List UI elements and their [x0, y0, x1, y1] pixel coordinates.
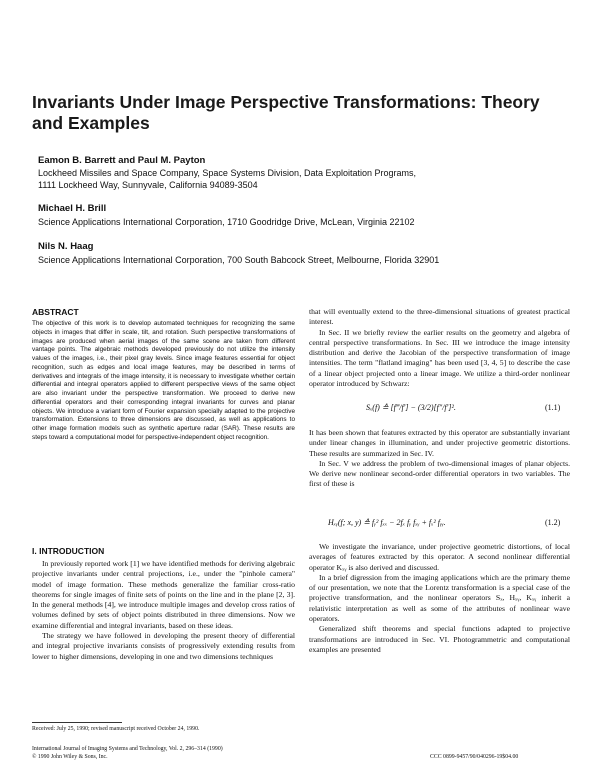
author-names: Nils N. Haag [38, 241, 94, 252]
title-line-1: Invariants Under Image Perspective Transformations: Theory [32, 92, 540, 112]
paragraph: The strategy we have followed in developing the present theory of differential and integral projective invariants consists of progressively extending results from lower to higher dimensions, developing in one and two dimensions techniques [32, 631, 295, 661]
journal-citation: International Journal of Imaging Systems and Technology, Vol. 2, 296–314 (1990) [32, 746, 223, 752]
paragraph: In Sec. II we briefly review the earlier results on the geometry and algebra of central perspective transformations. In Sec. III we introduce the image intensity distribution and derive the Jacobian of the perspective transformation of image intensities. The term "flatland imaging" has been used [3, 4, 5] to describe the case of a linear object projected onto a linear image. We utilize a third-order nonlinear operator introduced by Schwarz: [309, 327, 570, 389]
equation-2: Hₓᵧ(f; x, y) ≙ fᵧ² fₓₓ − 2fₓ fᵧ fₓᵧ + fₓ² fᵧᵧ. [328, 518, 446, 527]
paragraph: In previously reported work [1] we have identified methods for deriving algebraic projective invariants under central projections, i.e., under the "pinhole camera" model of image formation. These methods generalize the familiar cross-ratio theorems for single images of finite sets of points on the line and in the plane [2, 3]. In the general methods [4], we introduce multiple images and develop cross ratios of volumes defined by sets of object points distributed in three dimensions. Now we examine differential and integral invariants, based on these ideas. [32, 559, 295, 630]
paper-title [32, 92, 572, 134]
affiliation-line: Lockheed Missiles and Space Company, Space Systems Division, Data Exploitation Programs, [38, 168, 417, 178]
right-column-bottom [309, 542, 570, 655]
introduction-heading: I. INTRODUCTION [32, 546, 105, 556]
author-affiliation [38, 217, 558, 229]
paragraph: Generalized shift theorems and special functions adapted to projective transformations are introduced in Sec. VI. Photogrammetric and computational examples are presented [309, 624, 570, 654]
equation-number: (1.1) [545, 403, 561, 412]
article-code: CCC 0899-9457/90/040296-19$04.00 [430, 754, 519, 760]
paragraph: In a brief digression from the imaging applications which are the primary theme of our presentation, we note that the Lorentz transformation is a special case of the projective transformation, and the nonlinear operators Sₓ, Hₓᵧ, Kₓᵧ inherit a relativistic interpretation as well as some of the attributes of nonlinear wave operators. [309, 572, 570, 624]
equation-1: Sₓ(f) ≙ [f‴/f′] − (3/2)[f″/f′]². [366, 403, 456, 412]
paragraph: We investigate the invariance, under projective geometric distortions, of local averages of features extracted by this operator. A second nonlinear differential operator Kₓᵧ is also derived and discussed. [309, 542, 570, 572]
equation-number: (1.2) [545, 518, 561, 527]
introduction-text [32, 559, 295, 662]
footnote-rule [32, 722, 122, 723]
author-names: Eamon B. Barrett and Paul M. Payton [38, 155, 206, 166]
received-note: Received: July 25, 1990; revised manuscript received October 24, 1990. [32, 726, 200, 732]
copyright: © 1990 John Wiley & Sons, Inc. [32, 754, 108, 760]
paragraph: It has been shown that features extracted by this operator are substantially invariant under linear changes in illumination, and under projective geometric distortions. These results are summarized in Sec. IV. [309, 428, 570, 458]
affiliation-line: Science Applications International Corporation, 1710 Goodridge Drive, McLean, Virginia 22102 [38, 217, 415, 227]
paragraph: In Sec. V we address the problem of two-dimensional images of planar objects. We derive new nonlinear second-order differential operators in two variables. The first of these is [309, 458, 570, 489]
right-column-middle [309, 428, 570, 490]
author-affiliation [38, 255, 558, 267]
author-names: Michael H. Brill [38, 203, 107, 214]
abstract-text: The objective of this work is to develop automated techniques for recognizing the same objects in images that differ in scale, tilt, and rotation. Such perspective transformations of images are produced when aerial images of the same scene are taken from different vantage points. The algebraic methods developed previously do not utilize the intensity values of the images, i.e., their pixel gray levels. Since image features essential for object recognition, such as edges and local image features, may be described in terms of derivatives and integrals of the image intensity, it is necessary to investigate whether certain differential and integral operators applied to different perspective views of the same object are also invariant under the perspective transformation. We proceed to derive new differential operators and their corresponding integral invariants for curves and planar objects. We introduce a variant form of Fourier expansion specially adapted to the projective transformation. Extensions to three dimensions are discussed, as well as applications to other image formation models such as synthetic aperture radar (SAR). These results are steps toward a computational model for perspective-independent object recognition. [32, 320, 295, 441]
right-column-top [309, 307, 570, 389]
affiliation-line: Science Applications International Corporation, 700 South Babcock Street, Melbourne, Florida 32901 [38, 255, 440, 265]
author-affiliation [38, 168, 558, 191]
title-line-2: and Examples [32, 113, 150, 133]
paragraph: that will eventually extend to the three-dimensional situations of greatest practical interest. [309, 307, 570, 327]
abstract-heading: ABSTRACT [32, 307, 79, 317]
affiliation-line: 1111 Lockheed Way, Sunnyvale, California 94089-3504 [38, 179, 258, 190]
